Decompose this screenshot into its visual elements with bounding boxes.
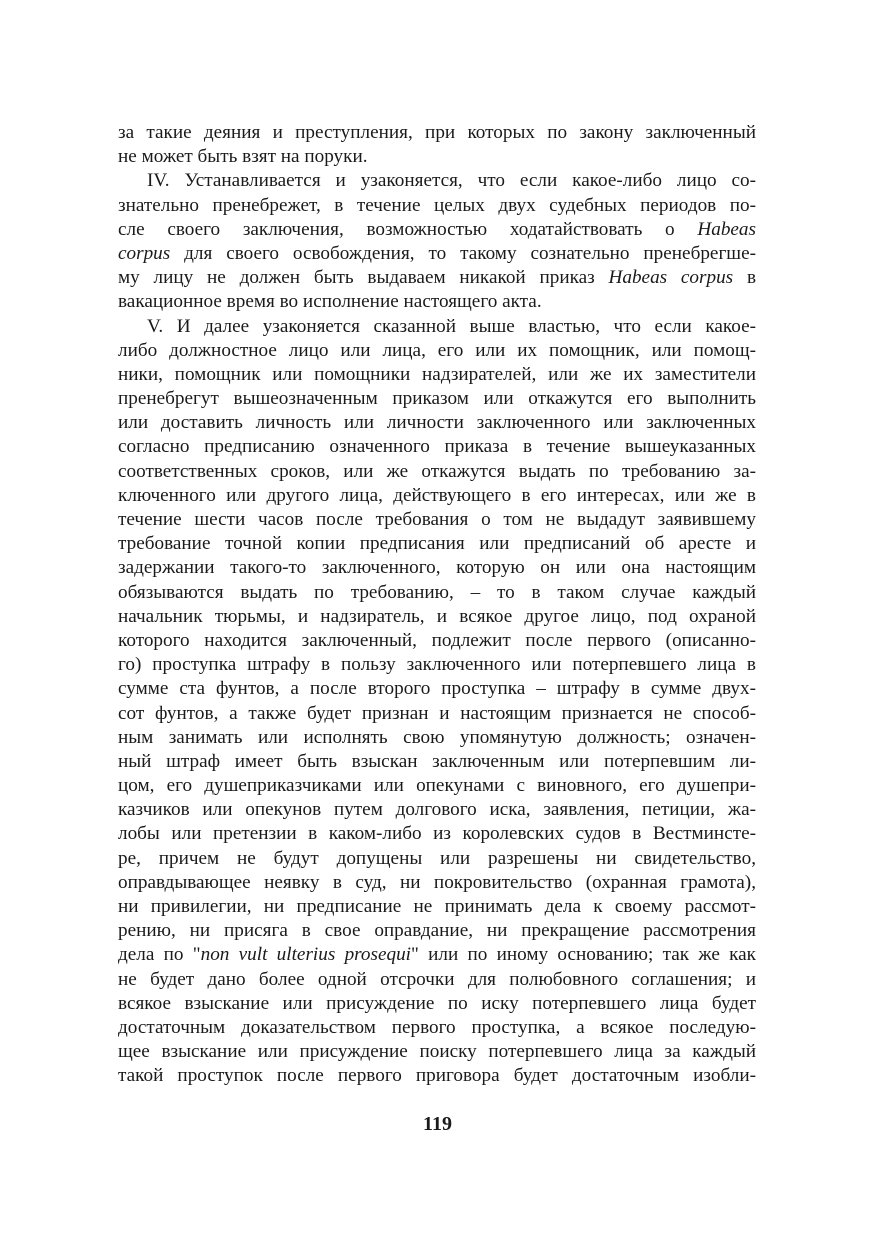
text-line <box>118 435 756 459</box>
text-line <box>118 605 756 629</box>
text-line <box>118 460 756 484</box>
text-line <box>118 822 756 846</box>
text-segment: или доставить личность или личности заключенного или заключенных <box>118 412 756 434</box>
text-segment: задержании такого-то заключенного, которую он или она настоящим <box>118 557 756 579</box>
text-segment: дела по " <box>118 944 201 966</box>
text-segment: щее взыскание или присуждение поиску потерпевшего лица за каждый <box>118 1041 756 1063</box>
text-line <box>118 218 756 242</box>
text-segment: начальник тюрьмы, и надзиратель, и всякое другое лицо, под охраной <box>118 605 756 627</box>
text-segment: ный штраф имеет быть взыскан заключенным или потерпевшим ли- <box>118 750 756 772</box>
text-segment: достаточным доказательством первого проступка, а всякое последую- <box>118 1016 756 1038</box>
text-segment: такой проступок после первого приговора будет достаточным изобли- <box>118 1065 756 1087</box>
text-line <box>118 387 756 411</box>
italic-term: Habeas corpus <box>608 267 734 289</box>
text-segment: сумме ста фунтов, а после второго проступка – штрафу в сумме двух- <box>118 678 756 700</box>
text-line <box>118 169 756 193</box>
text-segment: цом, его душеприказчиками или опекунами с виновного, его душепри- <box>118 775 756 797</box>
text-segment: казчиков или опекунов путем долгового иска, заявления, петиции, жа- <box>118 799 756 821</box>
text-line <box>118 194 756 218</box>
text-line <box>118 968 756 992</box>
page-number: 119 <box>423 1113 452 1135</box>
text-line <box>118 919 756 943</box>
text-segment: сот фунтов, а также будет признан и настоящим признается не способ- <box>118 702 756 724</box>
italic-term: non vult ulterius prosequi <box>200 944 412 966</box>
text-line <box>118 339 756 363</box>
text-segment: ключенного или другого лица, действующего в его интересах, или же в <box>118 484 756 506</box>
text-line <box>118 532 756 556</box>
text-line <box>118 121 756 145</box>
text-line <box>118 508 756 532</box>
text-line <box>118 750 756 774</box>
text-segment: обязываются выдать по требованию, – то в таком случае каждый <box>118 581 756 603</box>
text-line <box>118 1040 756 1064</box>
text-segment: оправдывающее неявку в суд, ни покровительство (охранная грамота), <box>118 871 756 893</box>
text-line <box>118 653 756 677</box>
text-line <box>118 677 756 701</box>
text-line <box>118 774 756 798</box>
text-segment: в <box>733 267 756 289</box>
text-segment: за такие деяния и преступления, при которых по закону заключенный <box>118 122 756 143</box>
text-line <box>118 847 756 871</box>
text-line <box>118 145 756 169</box>
text-line <box>118 798 756 822</box>
text-line <box>118 726 756 750</box>
text-segment: V. И далее узаконяется сказанной выше властью, что если какое- <box>147 315 756 337</box>
text-segment: требование точной копии предписания или предписаний об аресте и <box>118 533 756 555</box>
text-segment: " или по иному основанию; так же как <box>411 944 756 966</box>
text-line <box>118 629 756 653</box>
text-segment: не может быть взят на поруки. <box>118 146 368 168</box>
text-line <box>118 895 756 919</box>
text-segment: согласно предписанию означенного приказа в течение вышеуказанных <box>118 436 756 458</box>
text-segment: либо должностное лицо или лица, его или их помощник, или помощ- <box>118 339 756 361</box>
text-segment: всякое взыскание или присуждение по иску потерпевшего лица будет <box>118 992 756 1014</box>
text-segment: ники, помощник или помощники надзирателей, или же их заместители <box>118 363 756 385</box>
text-line <box>118 581 756 605</box>
text-line <box>118 484 756 508</box>
text-line <box>118 363 756 387</box>
text-segment: ре, причем не будут допущены или разрешены ни свидетельство, <box>118 847 756 869</box>
text-segment: для своего освобождения, то такому сознательно пренебрегше- <box>170 242 756 264</box>
text-line <box>118 290 756 314</box>
text-segment: течение шести часов после требования о том не выдадут заявившему <box>118 509 756 530</box>
text-segment: вакационное время во исполнение настоящего акта. <box>118 291 542 313</box>
text-segment: соответственных сроков, или же откажутся выдать по требованию за- <box>118 460 756 482</box>
text-line <box>118 242 756 266</box>
text-segment: IV. Устанавливается и узаконяется, что если какое-либо лицо со- <box>147 170 756 192</box>
text-line <box>118 871 756 895</box>
text-line <box>118 992 756 1016</box>
text-segment: которого находится заключенный, подлежит после первого (описанно- <box>118 629 756 651</box>
text-line <box>118 943 756 967</box>
text-line <box>118 1064 756 1088</box>
text-segment: му лицу не должен быть выдаваем никакой приказ <box>118 267 609 289</box>
italic-term: corpus <box>118 242 171 264</box>
text-line <box>118 315 756 339</box>
text-segment: не будет дано более одной отсрочки для полюбовного соглашения; и <box>118 968 756 990</box>
text-line <box>118 702 756 726</box>
text-segment: го) проступка штрафу в пользу заключенного или потерпевшего лица в <box>118 654 756 676</box>
text-line <box>118 266 756 290</box>
text-line <box>118 1016 756 1040</box>
text-segment: пренебрегут вышеозначенным приказом или откажутся его выполнить <box>118 388 756 410</box>
text-segment: рению, ни присяга в свое оправдание, ни прекращение рассмотрения <box>118 920 756 942</box>
text-segment: знательно пренебрежет, в течение целых двух судебных периодов по- <box>118 194 756 216</box>
text-line <box>118 556 756 580</box>
text-segment: лобы или претензии в каком-либо из королевских судов в Вестминсте- <box>118 823 756 845</box>
text-line <box>118 411 756 435</box>
text-segment: ни привилегии, ни предписание не принимать дела к своему рассмот- <box>118 896 756 917</box>
italic-term: Habeas <box>697 218 756 240</box>
body-text <box>118 121 756 1089</box>
text-segment: сле своего заключения, возможностью ходатайствовать о <box>118 218 698 240</box>
text-segment: ным занимать или исполнять свою упомянутую должность; означен- <box>118 726 756 748</box>
